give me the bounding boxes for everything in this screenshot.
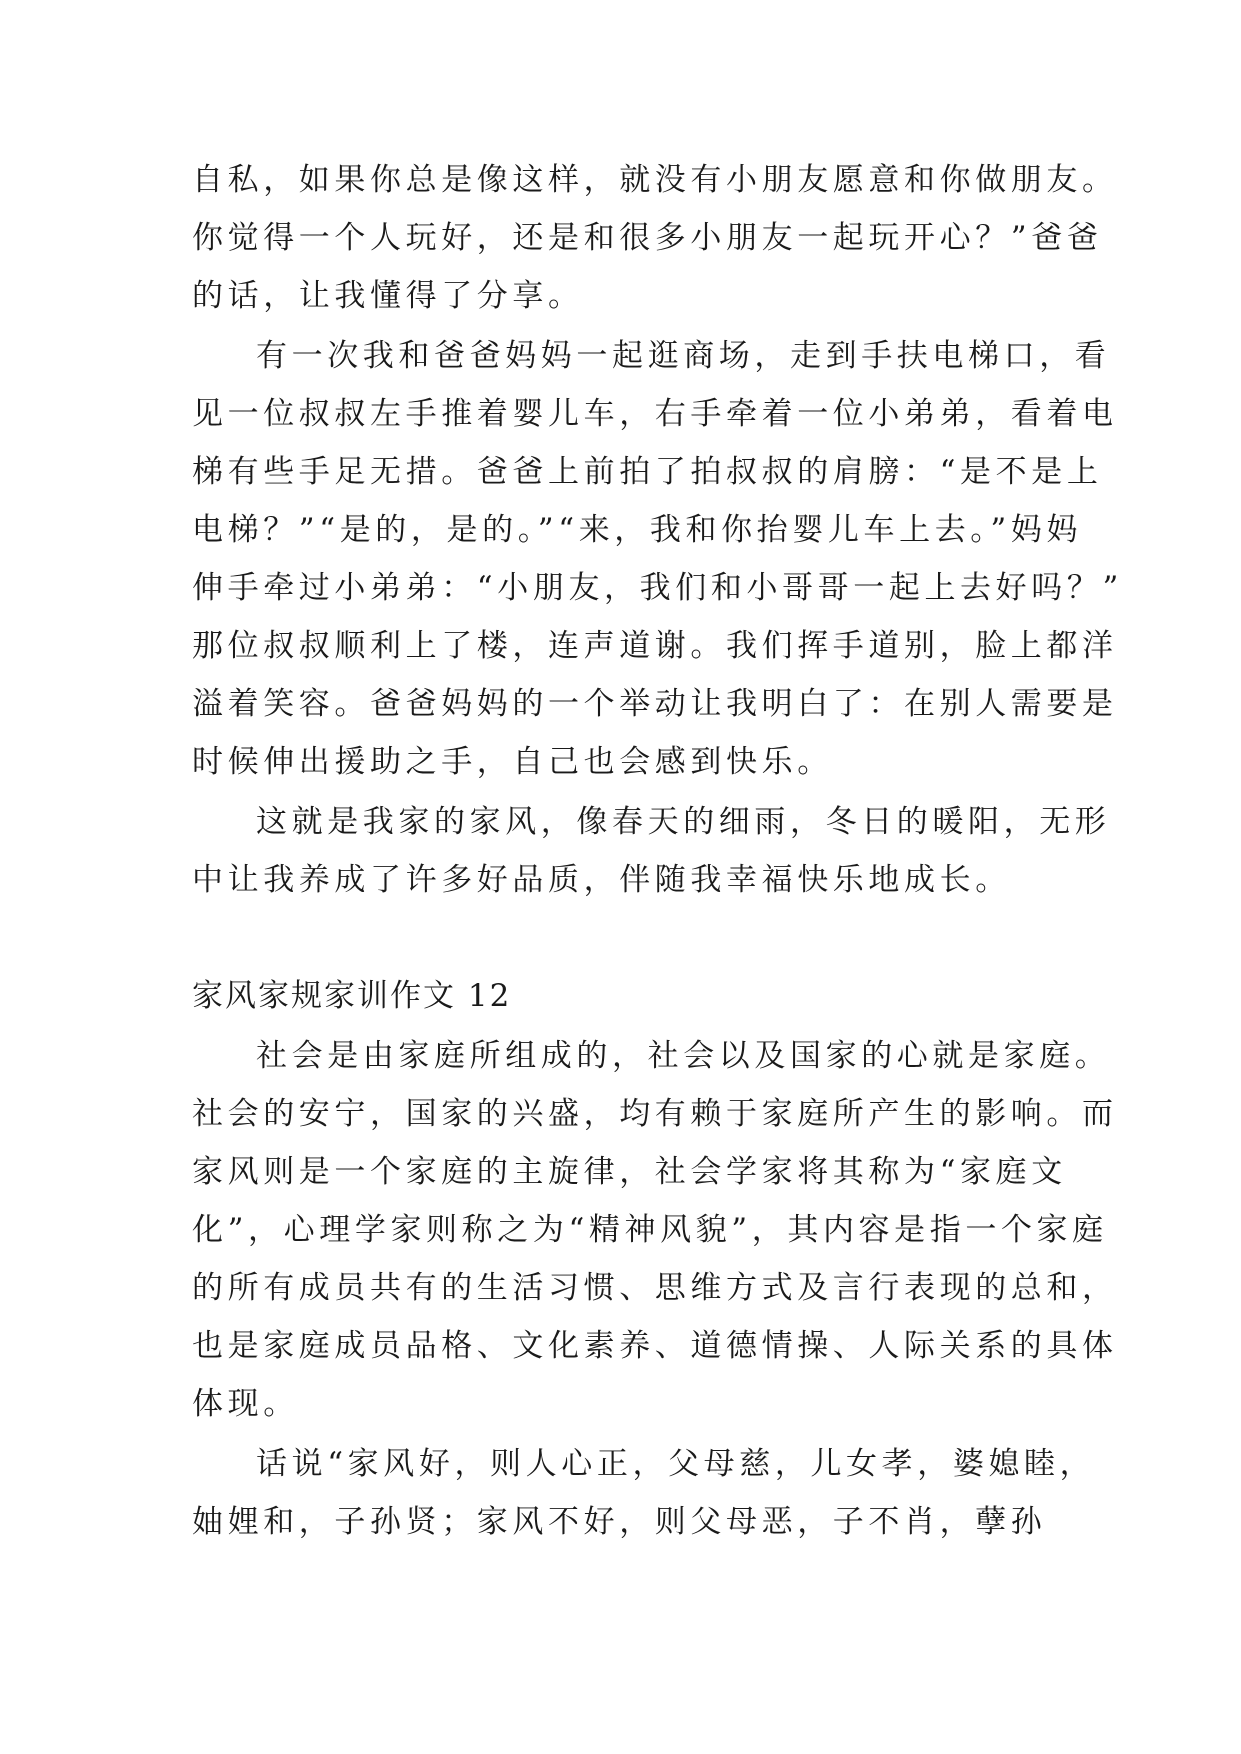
text-line: 那位叔叔顺利上了楼，连声道谢。我们挥手道别，脸上都洋	[192, 628, 1118, 664]
text-line: 的话，让我懂得了分享。	[192, 278, 584, 314]
text-line: 梯有些手足无措。爸爸上前拍了拍叔叔的肩膀：“是不是上	[192, 454, 1103, 490]
text-line: 时候伸出援助之手，自己也会感到快乐。	[192, 744, 833, 780]
text-line: 化”，心理学家则称之为“精神风貌”，其内容是指一个家庭	[192, 1212, 1108, 1248]
text-line: 的所有成员共有的生活习惯、思维方式及言行表现的总和，	[192, 1270, 1118, 1306]
text-line: 有一次我和爸爸妈妈一起逛商场，走到手扶电梯口，看	[256, 338, 1111, 374]
text-line: 社会的安宁，国家的兴盛，均有赖于家庭所产生的影响。而	[192, 1096, 1118, 1132]
text-line: 家风则是一个家庭的主旋律，社会学家将其称为“家庭文	[192, 1154, 1067, 1190]
section-heading: 家风家规家训作文 12	[192, 978, 512, 1014]
text-line: 体现。	[192, 1386, 299, 1422]
text-line: 话说“家风好，则人心正，父母慈，儿女孝，婆媳睦，	[256, 1446, 1096, 1482]
text-line: 妯娌和，子孙贤；家风不好，则父母恶，子不肖，孽孙	[192, 1504, 1047, 1540]
text-line: 伸手牵过小弟弟：“小朋友，我们和小哥哥一起上去好吗？”	[192, 570, 1123, 606]
text-line: 电梯？”“是的，是的。”“来，我和你抬婴儿车上去。”妈妈	[192, 512, 1083, 548]
text-line: 你觉得一个人玩好，还是和很多小朋友一起玩开心？”爸爸	[192, 220, 1103, 256]
text-line: 中让我养成了许多好品质，伴随我幸福快乐地成长。	[192, 862, 1011, 898]
text-line: 这就是我家的家风，像春天的细雨，冬日的暖阳，无形	[256, 804, 1111, 840]
text-line: 见一位叔叔左手推着婴儿车，右手牵着一位小弟弟，看着电	[192, 396, 1118, 432]
text-line: 自私，如果你总是像这样，就没有小朋友愿意和你做朋友。	[192, 162, 1118, 198]
text-line: 也是家庭成员品格、文化素养、道德情操、人际关系的具体	[192, 1328, 1118, 1364]
text-line: 溢着笑容。爸爸妈妈的一个举动让我明白了：在别人需要是	[192, 686, 1118, 722]
text-line: 社会是由家庭所组成的，社会以及国家的心就是家庭。	[256, 1038, 1111, 1074]
